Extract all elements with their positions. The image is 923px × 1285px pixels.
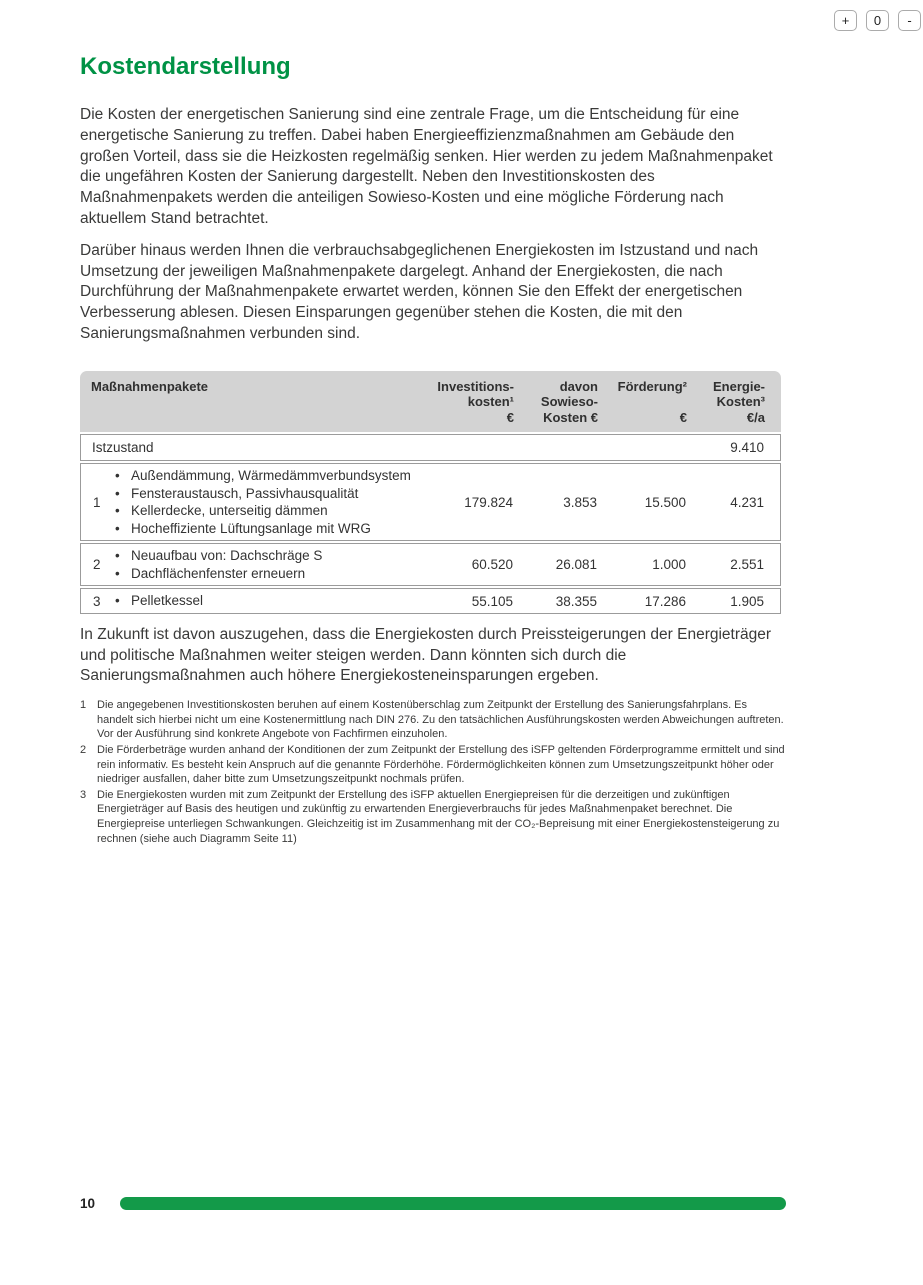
- measure-text: • Pelletkessel: [131, 593, 204, 609]
- table-row-istzustand: [80, 434, 781, 461]
- measure-item: [115, 467, 418, 485]
- header-line: kosten¹: [467, 394, 514, 410]
- paket-3-foerderung: 17.286: [644, 593, 686, 609]
- measure-item: [115, 485, 418, 503]
- measure-text: • Außendämmung, Wärmedämmverbundsystem: [131, 468, 411, 484]
- page-title: Kostendarstellung: [80, 53, 291, 80]
- measure-item: [115, 520, 418, 538]
- footnote-number: 1: [80, 699, 87, 712]
- paket-3-description: [81, 592, 418, 610]
- measure-list: [115, 592, 418, 610]
- paket-number: 3: [93, 593, 101, 609]
- table-row-paket-2: [80, 543, 781, 586]
- header-unit: €: [679, 409, 687, 425]
- footnotes: [80, 698, 786, 846]
- page-footer: [80, 1196, 786, 1211]
- column-header-foerderung: [598, 379, 687, 426]
- paket-number: 2: [93, 557, 101, 573]
- column-header-sowieso-kosten: [514, 379, 598, 426]
- footnote-text: Die Förderbeträge wurden anhand der Konditionen der zum Zeitpunkt der Erstellung des iSFP geltenden Förderprogramme ermittelt und sind rein informativ. Es besteht kein Anspruch auf die genannte Förderhöhe. Fördermöglichkeiten können zum Umsetzungszeitpunkt höher oder niedriger ausfallen, daher bitte zum Umsetzungszeitpunkt nochmals prüfen.: [97, 743, 785, 786]
- cost-table: [80, 371, 781, 614]
- footnote-1: [80, 698, 786, 742]
- measure-item: [115, 547, 418, 565]
- footnote-2: [80, 743, 786, 787]
- paket-1-sowieso: 3.853: [563, 494, 597, 510]
- measure-text: • Fensteraustausch, Passivhausqualität: [131, 485, 359, 501]
- zoom-reset-button[interactable]: 0: [866, 10, 889, 31]
- header-line: davon: [559, 378, 598, 394]
- table-row-paket-3: [80, 588, 781, 614]
- paket-2-sowieso: 26.081: [555, 557, 597, 573]
- paket-2-foerderung: 1.000: [652, 557, 686, 573]
- header-unit: €/a: [746, 409, 765, 425]
- paket-number: 1: [93, 494, 101, 510]
- footnote-number: 2: [80, 743, 87, 756]
- footnote-3: [80, 788, 786, 846]
- header-line: Investitions-: [437, 378, 514, 394]
- zoom-in-button[interactable]: +: [834, 10, 857, 31]
- measure-item: [115, 565, 418, 583]
- paket-2-invest: 60.520: [471, 557, 513, 573]
- footer-green-bar: [120, 1197, 786, 1210]
- table-header-row: [80, 371, 781, 433]
- measure-text: • Neuaufbau von: Dachschräge S: [131, 548, 323, 564]
- column-header-massnahmenpakete: Maßnahmenpakete: [91, 378, 209, 394]
- paket-3-invest: 55.105: [471, 593, 513, 609]
- header-line: Energie-: [712, 378, 765, 394]
- header-line: Sowieso-: [540, 394, 598, 410]
- page-number: 10: [80, 1196, 96, 1211]
- istzustand-label: Istzustand: [92, 440, 154, 456]
- measure-list: [115, 547, 418, 582]
- measure-list: [115, 467, 418, 537]
- header-line: Kosten³: [716, 394, 765, 410]
- paket-1-foerderung: 15.500: [644, 494, 686, 510]
- measure-item: [115, 592, 418, 610]
- footnote-number: 3: [80, 788, 87, 801]
- zoom-out-button[interactable]: -: [898, 10, 921, 31]
- page-content: [80, 53, 786, 847]
- column-header-investitionskosten: [419, 379, 514, 426]
- paket-2-description: [81, 547, 418, 582]
- column-header-energiekosten: [687, 379, 781, 426]
- table-row-paket-1: [80, 463, 781, 541]
- measure-text: • Kellerdecke, unterseitig dämmen: [131, 503, 328, 519]
- header-unit: €: [506, 409, 514, 425]
- paket-2-energiekosten: 2.551: [730, 557, 764, 573]
- zoom-controls: [834, 10, 921, 31]
- measure-text: • Hocheffiziente Lüftungsanlage mit WRG: [131, 520, 371, 536]
- measure-item: [115, 502, 418, 520]
- outro-paragraph: In Zukunft ist davon auszugehen, dass die Energiekosten durch Preissteigerungen der Energieträger und politische Maßnahmen weiter steigen werden. Dann könnten sich durch die Sanierungsmaßnahmen auch höhere Energiekosteneinsparungen ergeben.: [80, 625, 772, 685]
- paket-1-invest: 179.824: [464, 494, 513, 510]
- header-line: [598, 394, 687, 410]
- paket-3-sowieso: 38.355: [555, 593, 597, 609]
- paket-1-energiekosten: 4.231: [730, 494, 764, 510]
- footnote-text: Die Energiekosten wurden mit zum Zeitpunkt der Erstellung des iSFP aktuellen Energiepreisen für die derzeitigen und zukünftigen Energieträger auf Basis des heutigen und zukünftig zu erwartenden Energieverbrauchs für jedes Maßnahmenpaket berechnet. Die Energiepreise unterliegen Schwankungen. Gleichzeitig ist im Zusammenhang mit der CO₂-Bepreisung mit einer Energiekostensteigerung zu rechnen (siehe auch Diagramm Seite 11): [97, 788, 780, 845]
- paket-1-description: [81, 467, 418, 537]
- intro-paragraph-2: Darüber hinaus werden Ihnen die verbrauchsabgeglichenen Energiekosten im Istzustand und nach Umsetzung der jeweiligen Maßnahmenpakete dargelegt. Anhand der Energiekosten, die nach Durchführung der Maßnahmenpakete erwartet werden, können Sie den Effekt der energetischen Verbesserung ablesen. Diesen Einsparungen gegenüber stehen die Kosten, die mit den Sanierungsmaßnahmen verbunden sind.: [80, 241, 759, 342]
- istzustand-energiekosten: 9.410: [730, 440, 764, 456]
- intro-paragraph-1: Die Kosten der energetischen Sanierung sind eine zentrale Frage, um die Entscheidung für eine energetische Sanierung zu treffen. Dabei haben Energieeffizienzmaßnahmen am Gebäude den großen Vorteil, dass sie die Heizkosten regelmäßig senken. Hier werden zu jedem Maßnahmenpaket die ungefähren Kosten der Sanierung dargestellt. Neben den Investitionskosten des Maßnahmenpakets werden die anteiligen Sowieso-Kosten und eine mögliche Förderung nach aktuellem Stand betrachtet.: [80, 106, 773, 227]
- paket-3-energiekosten: 1.905: [730, 593, 764, 609]
- footnote-text: Die angegebenen Investitionskosten beruhen auf einem Kostenüberschlag zum Zeitpunkt der Erstellung des Sanierungsfahrplans. Es handelt sich hierbei nicht um eine Kostenermittlung nach DIN 276. Zu den tatsächlichen Ausführungskosten werden Abweichungen auftreten. Vor der Ausführung sind konkrete Angebote von Fachfirmen einzuholen.: [97, 699, 784, 741]
- measure-text: • Dachflächenfenster erneuern: [131, 565, 306, 581]
- header-unit: Kosten €: [543, 409, 598, 425]
- header-line: Förderung²: [617, 378, 687, 394]
